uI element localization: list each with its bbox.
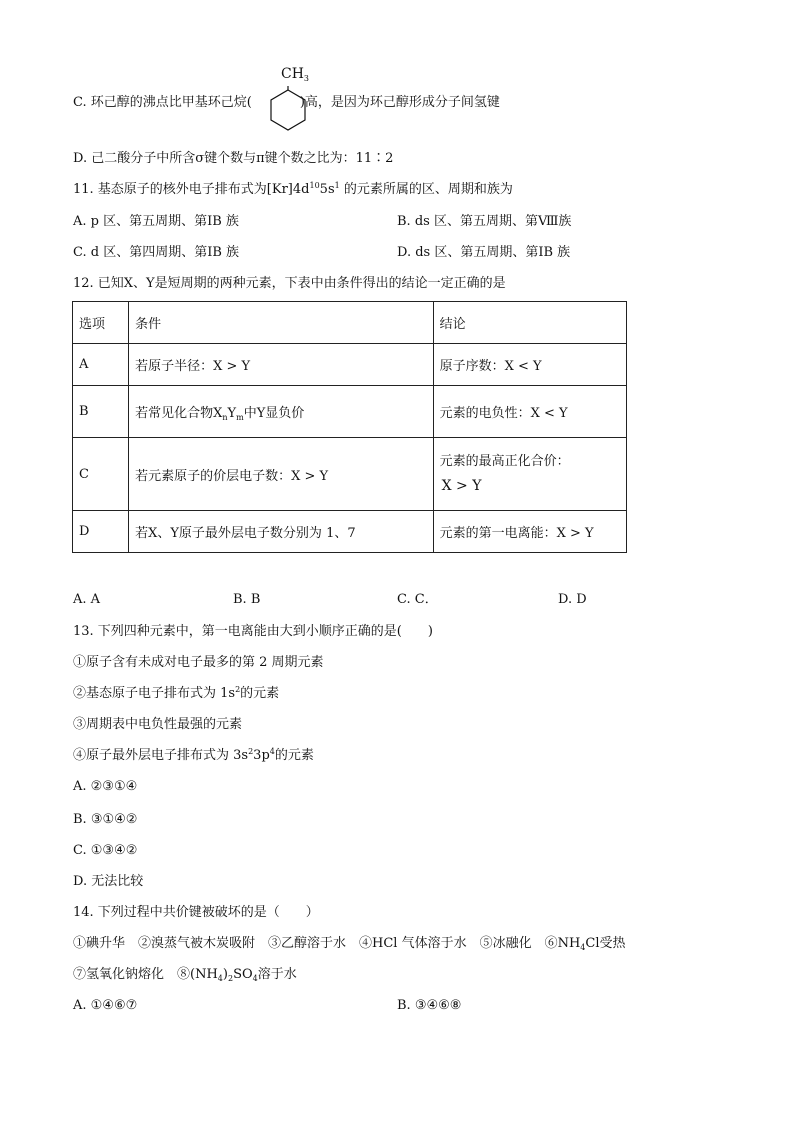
q11-option-c: C. d 区、第四周期、第ⅠB 族 (73, 245, 240, 260)
q13-option-a: A. ②③①④ (73, 779, 138, 794)
q13-option-b: B. ③①④② (73, 812, 138, 827)
row-condition: 若元素原子的价层电子数：X > Y (129, 438, 434, 511)
q12-option-b: B. B (233, 592, 261, 607)
row-option: B (73, 386, 129, 438)
header-conclusion: 结论 (433, 302, 626, 344)
q13-item-4: ④原子最外层电子排布式为 $3s^23p^4$的元素 (73, 747, 314, 763)
q10-option-d: D. 己二酸分子中所含σ键个数与π键个数之比为：11∶2 (73, 151, 394, 166)
row-condition: 若X、Y原子最外层电子数分别为 1、7 (129, 511, 434, 553)
q13-item-2: ②基态原子电子排布式为 $1s^2$的元素 (73, 685, 280, 701)
q10-option-c: C. 环己醇的沸点比甲基环己烷( )高，是因为环己醇形成分子间氢键 (73, 95, 500, 110)
q13-option-c: C. ①③④② (73, 843, 138, 858)
table-header-row (73, 302, 627, 344)
table-row (73, 386, 627, 438)
q13-stem: 13. 下列四种元素中，第一电离能由大到小顺序正确的是( ) (73, 624, 433, 639)
q13-item-1: ①原子含有未成对电子最多的第 2 周期元素 (73, 655, 324, 670)
row-option: C (73, 438, 129, 511)
q12-option-c: C. C． (397, 592, 438, 607)
q14-items-line-2: ⑦氢氧化钠熔化 $⑧(NH_4)_2SO_4$溶于水 (73, 967, 297, 983)
row-condition: 若原子半径：X > Y (129, 344, 434, 386)
row-option: D (73, 511, 129, 553)
q14-items-line-1: ①碘升华 ②溴蒸气被木炭吸附 ③乙醇溶于水 ④HCl 气体溶于水 ⑤冰融化 $⑥NH_4Cl$受热 (73, 936, 626, 952)
q11-option-d: D. ds 区、第五周期、第ⅠB 族 (397, 245, 571, 260)
row-option: A (73, 344, 129, 386)
q11-option-a: A. p 区、第五周期、第ⅠB 族 (73, 214, 239, 229)
q12-table (72, 301, 627, 553)
row-conclusion: 元素的电负性：X < Y (433, 386, 626, 438)
q14-option-b: B. ③④⑥⑧ (397, 998, 462, 1013)
row-conclusion: 元素的第一电离能：X > Y (433, 511, 626, 553)
q14-option-a: A. ①④⑥⑦ (73, 998, 138, 1013)
q13-item-3: ③周期表中电负性最强的元素 (73, 717, 243, 732)
row-conclusion: 元素的最高正化合价： X > Y (433, 438, 626, 511)
q11-option-b: B. ds 区、第五周期、第Ⅷ族 (397, 214, 572, 229)
table-row (73, 344, 627, 386)
q13-option-d: D. 无法比较 (73, 874, 144, 889)
table-row (73, 511, 627, 553)
q12-option-a: A. A (73, 592, 101, 607)
row-conclusion: 原子序数：X < Y (433, 344, 626, 386)
q12-stem: 12. 已知X、Y是短周期的两种元素，下表中由条件得出的结论一定正确的是 (73, 276, 506, 291)
ch3-label: $CH_3$ (281, 66, 310, 83)
q11-stem: 11. 基态原子的核外电子排布式为$[Kr]4d^{10}5s^1$ 的元素所属的区、周期和族为 (73, 181, 513, 197)
q14-stem: 14. 下列过程中共价键被破坏的是（ ） (73, 905, 319, 920)
q12-option-d: D. D (558, 592, 587, 607)
header-option: 选项 (73, 302, 129, 344)
row-condition: 若常见化合物$X_nY_m$中Y显负价 (129, 386, 434, 438)
header-condition: 条件 (129, 302, 434, 344)
table-row (73, 438, 627, 511)
